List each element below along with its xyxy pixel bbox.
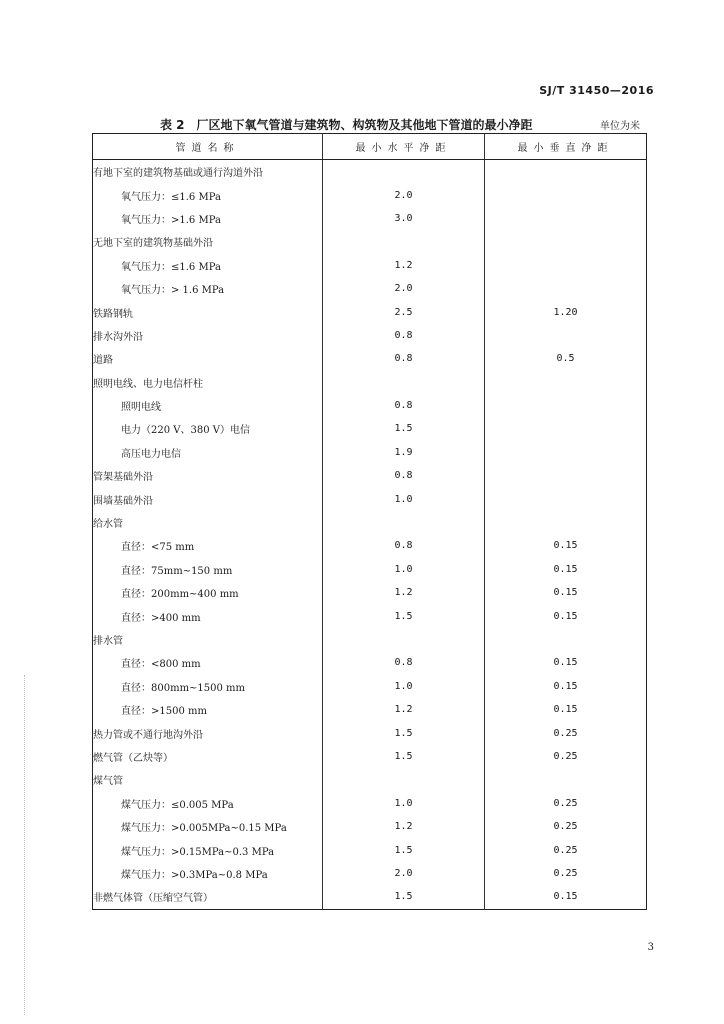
table-unit: 单位为米 <box>600 121 640 132</box>
vertical-distance-cell <box>485 371 647 394</box>
vertical-distance-cell <box>485 394 647 417</box>
pipe-name-cell: 无地下室的建筑物基础外沿 <box>93 230 323 253</box>
table-caption <box>160 116 533 133</box>
table-body <box>93 160 647 910</box>
pipe-name-cell: 煤气压力：≤0.005 MPa <box>93 792 323 815</box>
horizontal-distance-cell: 1.5 <box>323 745 485 768</box>
horizontal-distance-cell: 1.0 <box>323 792 485 815</box>
vertical-distance-cell: 0.25 <box>553 750 578 762</box>
vertical-distance-cell: 0.15 <box>553 563 578 575</box>
horizontal-distance-cell: 1.5 <box>323 721 485 744</box>
table-row <box>93 417 647 440</box>
pipe-name-cell: 燃气管（乙炔等） <box>93 745 323 768</box>
table-row <box>93 792 647 815</box>
horizontal-distance-cell: 1.0 <box>323 487 485 510</box>
scan-artifact-line <box>24 675 25 1015</box>
vertical-distance-cell <box>485 183 647 206</box>
pipe-name-cell: 高压电力电信 <box>93 441 323 464</box>
vertical-distance-cell: 0.15 <box>553 680 578 692</box>
vertical-distance-cell: 0.15 <box>553 540 578 552</box>
horizontal-distance-cell <box>323 628 485 651</box>
pipe-name-cell: 热力管或不通行地沟外沿 <box>93 721 323 744</box>
pipe-name-cell: 氧气压力：≤1.6 MPa <box>93 254 323 277</box>
vertical-distance-cell <box>485 464 647 487</box>
vertical-distance-cell: 0.15 <box>553 891 578 903</box>
horizontal-distance-cell: 0.8 <box>323 464 485 487</box>
pipe-name-cell: 直径：>400 mm <box>93 604 323 627</box>
pipe-name-cell: 直径：800mm~1500 mm <box>93 675 323 698</box>
pipe-name-cell: 煤气压力：>0.3MPa~0.8 MPa <box>93 862 323 885</box>
table-row <box>93 183 647 206</box>
vertical-distance-cell: 0.25 <box>553 844 578 856</box>
table-row <box>93 721 647 744</box>
table-row <box>93 885 647 909</box>
horizontal-distance-cell <box>323 371 485 394</box>
horizontal-distance-cell: 0.8 <box>323 651 485 674</box>
table-row <box>93 581 647 604</box>
table-row <box>93 277 647 300</box>
table-row <box>93 394 647 417</box>
vertical-distance-cell: 0.25 <box>553 821 578 833</box>
table-caption-number: 表 2 <box>160 118 185 132</box>
horizontal-distance-cell: 1.2 <box>323 581 485 604</box>
column-header-horizontal: 最小水平净距 <box>323 134 485 160</box>
horizontal-distance-cell <box>323 768 485 791</box>
table-row <box>93 745 647 768</box>
pipe-name-cell: 管架基础外沿 <box>93 464 323 487</box>
vertical-distance-cell <box>485 254 647 277</box>
horizontal-distance-cell: 1.0 <box>323 675 485 698</box>
vertical-distance-cell: 0.5 <box>556 353 575 365</box>
pipe-name-cell: 铁路钢轨 <box>93 300 323 323</box>
vertical-distance-cell <box>485 441 647 464</box>
table-row <box>93 558 647 581</box>
vertical-distance-cell: 0.15 <box>553 587 578 599</box>
vertical-distance-cell <box>485 160 647 184</box>
pipe-name-cell: 给水管 <box>93 511 323 534</box>
table-row <box>93 464 647 487</box>
horizontal-distance-cell: 2.0 <box>323 183 485 206</box>
page-number: 3 <box>647 942 654 953</box>
horizontal-distance-cell <box>323 160 485 184</box>
vertical-distance-cell: 0.25 <box>553 727 578 739</box>
pipe-name-cell: 排水管 <box>93 628 323 651</box>
pipe-name-cell: 有地下室的建筑物基础或通行沟道外沿 <box>93 160 323 184</box>
vertical-distance-cell <box>485 207 647 230</box>
column-header-vertical: 最小垂直净距 <box>485 134 647 160</box>
vertical-distance-cell <box>485 324 647 347</box>
table-row <box>93 838 647 861</box>
standard-code: SJ/T 31450—2016 <box>539 84 654 97</box>
pipe-name-cell: 道路 <box>93 347 323 370</box>
pipe-name-cell: 照明电线 <box>93 394 323 417</box>
horizontal-distance-cell: 3.0 <box>323 207 485 230</box>
table-row <box>93 324 647 347</box>
table-row <box>93 511 647 534</box>
horizontal-distance-cell: 0.8 <box>323 394 485 417</box>
table-row <box>93 604 647 627</box>
vertical-distance-cell: 0.15 <box>553 657 578 669</box>
horizontal-distance-cell: 2.0 <box>323 277 485 300</box>
vertical-distance-cell: 0.25 <box>553 867 578 879</box>
horizontal-distance-cell: 0.8 <box>323 324 485 347</box>
table-row <box>93 207 647 230</box>
horizontal-distance-cell: 2.0 <box>323 862 485 885</box>
horizontal-distance-cell: 1.2 <box>323 815 485 838</box>
table-row <box>93 160 647 184</box>
table-row <box>93 534 647 557</box>
pipe-name-cell: 直径：<75 mm <box>93 534 323 557</box>
horizontal-distance-cell: 2.5 <box>323 300 485 323</box>
horizontal-distance-cell: 1.5 <box>323 885 485 909</box>
table-row <box>93 675 647 698</box>
table-row <box>93 254 647 277</box>
horizontal-distance-cell: 1.9 <box>323 441 485 464</box>
table-row <box>93 698 647 721</box>
horizontal-distance-cell: 1.5 <box>323 417 485 440</box>
pipe-name-cell: 煤气压力：>0.15MPa~0.3 MPa <box>93 838 323 861</box>
vertical-distance-cell: 1.20 <box>553 306 578 318</box>
pipe-name-cell: 氧气压力：> 1.6 MPa <box>93 277 323 300</box>
horizontal-distance-cell <box>323 230 485 253</box>
horizontal-distance-cell: 1.5 <box>323 604 485 627</box>
table-row <box>93 347 647 370</box>
table-row <box>93 300 647 323</box>
table-row <box>93 815 647 838</box>
pipe-name-cell: 直径：>1500 mm <box>93 698 323 721</box>
vertical-distance-cell: 0.15 <box>553 610 578 622</box>
vertical-distance-cell: 0.15 <box>553 704 578 716</box>
vertical-distance-cell <box>485 230 647 253</box>
pipe-name-cell: 直径：75mm~150 mm <box>93 558 323 581</box>
pipe-name-cell: 煤气管 <box>93 768 323 791</box>
table-row <box>93 628 647 651</box>
vertical-distance-cell <box>485 487 647 510</box>
pipe-name-cell: 氧气压力：≤1.6 MPa <box>93 183 323 206</box>
horizontal-distance-cell: 0.8 <box>323 534 485 557</box>
pipe-name-cell: 直径：<800 mm <box>93 651 323 674</box>
table-row <box>93 230 647 253</box>
horizontal-distance-cell <box>323 511 485 534</box>
column-header-pipe-name: 管道名称 <box>93 134 323 160</box>
pipe-name-cell: 氧气压力：>1.6 MPa <box>93 207 323 230</box>
vertical-distance-cell <box>485 277 647 300</box>
vertical-distance-cell <box>485 628 647 651</box>
pipe-name-cell: 电力（220 V、380 V）电信 <box>93 417 323 440</box>
vertical-distance-cell <box>485 768 647 791</box>
table-caption-title: 厂区地下氧气管道与建筑物、构筑物及其他地下管道的最小净距 <box>196 118 533 132</box>
table-row <box>93 768 647 791</box>
vertical-distance-cell <box>485 511 647 534</box>
vertical-distance-cell: 0.25 <box>553 797 578 809</box>
table-row <box>93 651 647 674</box>
table-header-row <box>93 134 647 160</box>
pipe-name-cell: 煤气压力：>0.005MPa~0.15 MPa <box>93 815 323 838</box>
pipe-name-cell: 排水沟外沿 <box>93 324 323 347</box>
horizontal-distance-cell: 1.5 <box>323 838 485 861</box>
pipe-name-cell: 直径：200mm~400 mm <box>93 581 323 604</box>
vertical-distance-cell <box>485 417 647 440</box>
min-clearance-table <box>92 133 647 910</box>
pipe-name-cell: 照明电线、电力电信杆柱 <box>93 371 323 394</box>
table-row <box>93 862 647 885</box>
table-row <box>93 441 647 464</box>
horizontal-distance-cell: 0.8 <box>323 347 485 370</box>
horizontal-distance-cell: 1.0 <box>323 558 485 581</box>
pipe-name-cell: 非燃气体管（压缩空气管） <box>93 885 323 909</box>
table-row <box>93 371 647 394</box>
pipe-name-cell: 围墙基础外沿 <box>93 487 323 510</box>
horizontal-distance-cell: 1.2 <box>323 254 485 277</box>
table-row <box>93 487 647 510</box>
horizontal-distance-cell: 1.2 <box>323 698 485 721</box>
